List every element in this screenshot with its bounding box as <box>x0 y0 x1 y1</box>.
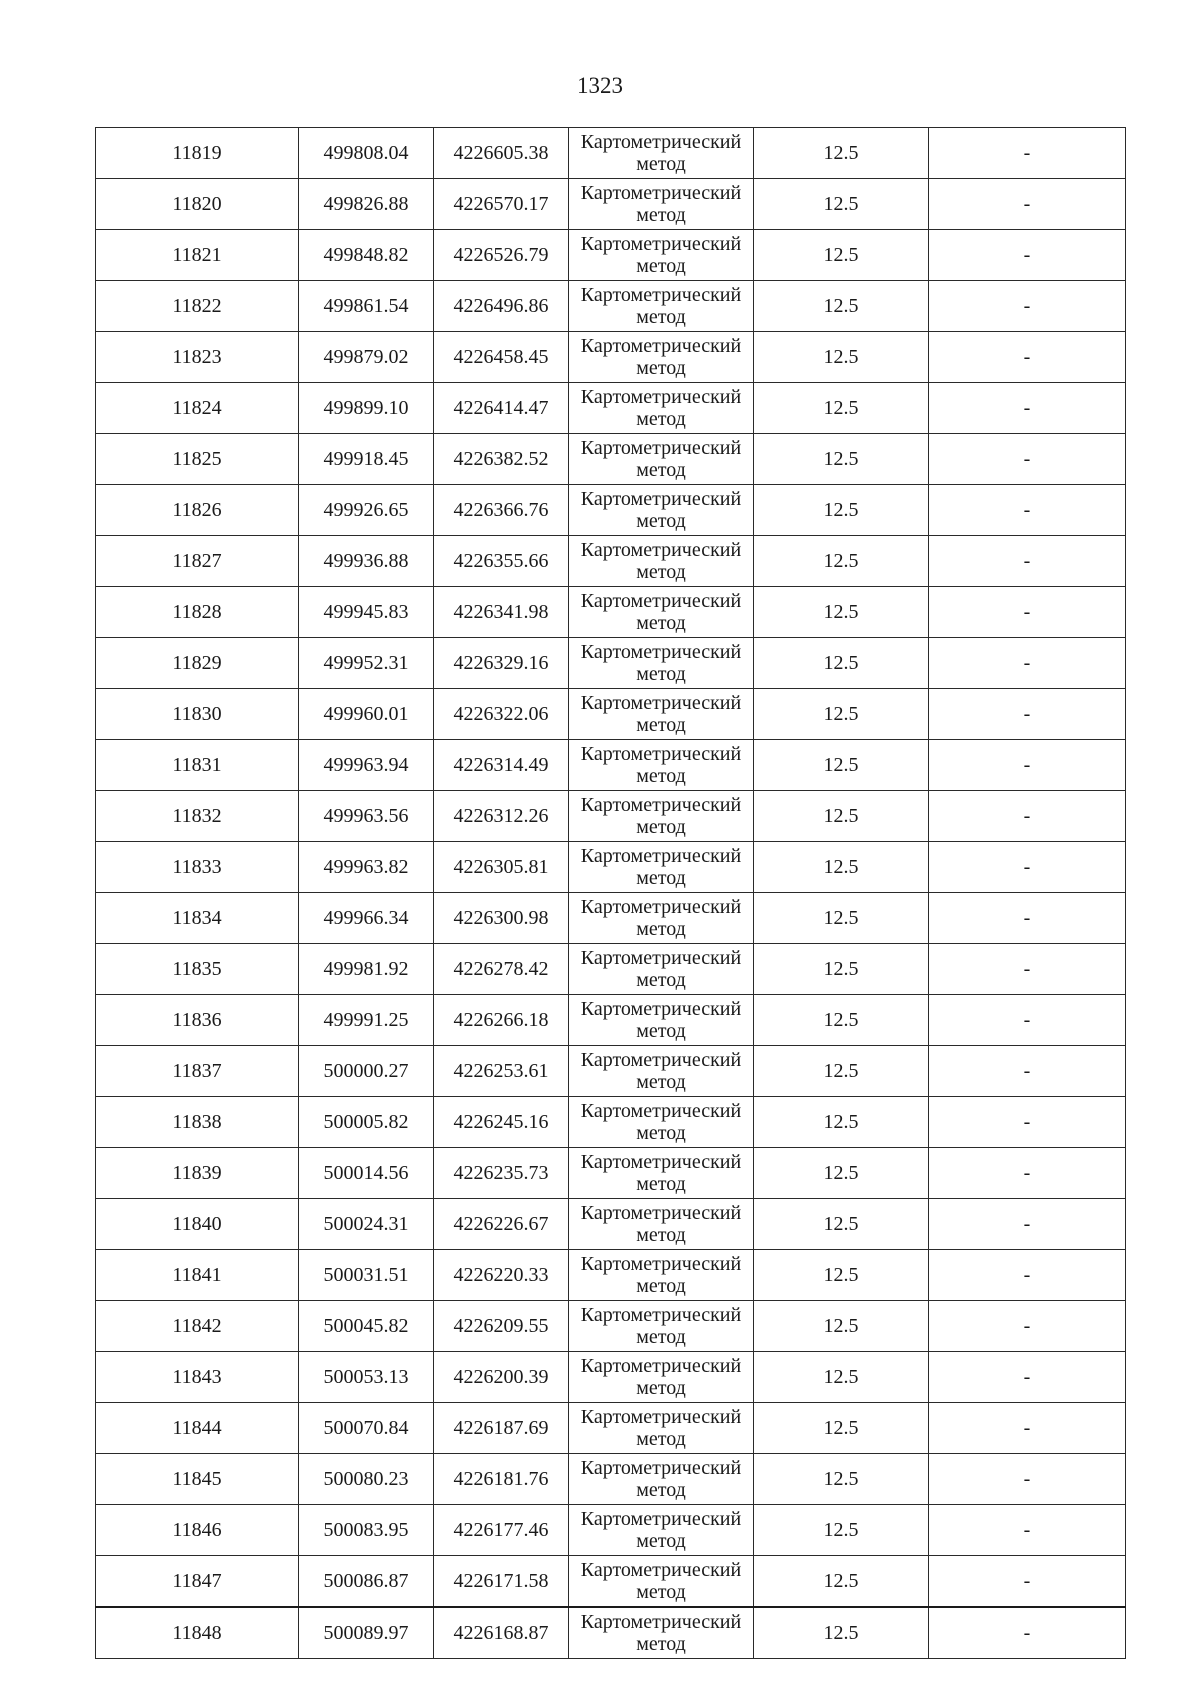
note-cell: - <box>929 944 1126 995</box>
table-row <box>96 740 1126 791</box>
x-coordinate-cell: 499861.54 <box>299 281 434 332</box>
precision-cell: 12.5 <box>754 1556 929 1608</box>
method-cell <box>569 638 754 689</box>
y-coordinate-cell: 4226209.55 <box>434 1301 569 1352</box>
page-number: 1323 <box>577 73 623 98</box>
precision-cell: 12.5 <box>754 842 929 893</box>
y-coordinate-cell: 4226226.67 <box>434 1199 569 1250</box>
point-number-cell: 11834 <box>96 893 299 944</box>
method-line-1: Картометрический <box>580 1611 742 1633</box>
y-coordinate-cell: 4226382.52 <box>434 434 569 485</box>
y-coordinate-cell: 4226266.18 <box>434 995 569 1046</box>
method-line-1: Картометрический <box>580 1559 742 1581</box>
method-line-1: Картометрический <box>580 1049 742 1071</box>
precision-cell: 12.5 <box>754 485 929 536</box>
method-line-2: метод <box>636 357 686 379</box>
method-line-1: Картометрический <box>580 947 742 969</box>
method-cell <box>569 434 754 485</box>
note-cell: - <box>929 536 1126 587</box>
x-coordinate-cell: 500080.23 <box>299 1454 434 1505</box>
y-coordinate-cell: 4226171.58 <box>434 1556 569 1608</box>
precision-cell: 12.5 <box>754 281 929 332</box>
method-line-1: Картометрический <box>580 437 742 459</box>
precision-cell: 12.5 <box>754 587 929 638</box>
method-cell <box>569 230 754 281</box>
table-row <box>96 1607 1126 1659</box>
method-cell <box>569 1505 754 1556</box>
table-row <box>96 944 1126 995</box>
method-cell <box>569 536 754 587</box>
precision-cell: 12.5 <box>754 791 929 842</box>
point-number-cell: 11839 <box>96 1148 299 1199</box>
method-line-1: Картометрический <box>580 641 742 663</box>
note-cell: - <box>929 1301 1126 1352</box>
note-cell: - <box>929 791 1126 842</box>
method-line-2: метод <box>636 1530 686 1552</box>
note-cell: - <box>929 1097 1126 1148</box>
table-row <box>96 1199 1126 1250</box>
note-cell: - <box>929 638 1126 689</box>
method-cell <box>569 1454 754 1505</box>
point-number-cell: 11848 <box>96 1607 299 1659</box>
note-cell: - <box>929 1403 1126 1454</box>
point-number-cell: 11847 <box>96 1556 299 1608</box>
method-line-2: метод <box>636 867 686 889</box>
method-cell <box>569 128 754 179</box>
method-line-2: метод <box>636 1479 686 1501</box>
method-line-1: Картометрический <box>580 182 742 204</box>
method-line-1: Картометрический <box>580 1202 742 1224</box>
point-number-cell: 11827 <box>96 536 299 587</box>
method-line-1: Картометрический <box>580 794 742 816</box>
table-row <box>96 893 1126 944</box>
table-row <box>96 638 1126 689</box>
point-number-cell: 11837 <box>96 1046 299 1097</box>
table-row <box>96 587 1126 638</box>
method-line-1: Картометрический <box>580 488 742 510</box>
method-cell <box>569 1301 754 1352</box>
method-line-1: Картометрический <box>580 1406 742 1428</box>
precision-cell: 12.5 <box>754 1250 929 1301</box>
note-cell: - <box>929 230 1126 281</box>
precision-cell: 12.5 <box>754 1097 929 1148</box>
method-line-2: метод <box>636 714 686 736</box>
y-coordinate-cell: 4226181.76 <box>434 1454 569 1505</box>
table-row <box>96 1250 1126 1301</box>
y-coordinate-cell: 4226314.49 <box>434 740 569 791</box>
point-number-cell: 11821 <box>96 230 299 281</box>
table-row <box>96 434 1126 485</box>
x-coordinate-cell: 499991.25 <box>299 995 434 1046</box>
y-coordinate-cell: 4226235.73 <box>434 1148 569 1199</box>
table-row <box>96 1556 1126 1608</box>
x-coordinate-cell: 499826.88 <box>299 179 434 230</box>
table-row <box>96 1454 1126 1505</box>
y-coordinate-cell: 4226414.47 <box>434 383 569 434</box>
method-line-1: Картометрический <box>580 1304 742 1326</box>
x-coordinate-cell: 500000.27 <box>299 1046 434 1097</box>
method-line-1: Картометрический <box>580 284 742 306</box>
x-coordinate-cell: 499848.82 <box>299 230 434 281</box>
precision-cell: 12.5 <box>754 1199 929 1250</box>
method-cell <box>569 1046 754 1097</box>
method-cell <box>569 791 754 842</box>
method-line-2: метод <box>636 816 686 838</box>
table-row <box>96 383 1126 434</box>
x-coordinate-cell: 499926.65 <box>299 485 434 536</box>
precision-cell: 12.5 <box>754 1301 929 1352</box>
method-line-1: Картометрический <box>580 131 742 153</box>
y-coordinate-cell: 4226322.06 <box>434 689 569 740</box>
method-line-2: метод <box>636 1275 686 1297</box>
method-line-1: Картометрический <box>580 896 742 918</box>
y-coordinate-cell: 4226526.79 <box>434 230 569 281</box>
method-line-2: метод <box>636 408 686 430</box>
precision-cell: 12.5 <box>754 536 929 587</box>
y-coordinate-cell: 4226200.39 <box>434 1352 569 1403</box>
x-coordinate-cell: 500070.84 <box>299 1403 434 1454</box>
point-number-cell: 11833 <box>96 842 299 893</box>
method-line-2: метод <box>636 1173 686 1195</box>
note-cell: - <box>929 842 1126 893</box>
method-line-2: метод <box>636 204 686 226</box>
table-row <box>96 230 1126 281</box>
method-line-1: Картометрический <box>580 590 742 612</box>
precision-cell: 12.5 <box>754 740 929 791</box>
y-coordinate-cell: 4226605.38 <box>434 128 569 179</box>
precision-cell: 12.5 <box>754 128 929 179</box>
x-coordinate-cell: 500083.95 <box>299 1505 434 1556</box>
method-cell <box>569 179 754 230</box>
method-line-1: Картометрический <box>580 692 742 714</box>
note-cell: - <box>929 1148 1126 1199</box>
table-row <box>96 1403 1126 1454</box>
table-row <box>96 1301 1126 1352</box>
y-coordinate-cell: 4226355.66 <box>434 536 569 587</box>
method-cell <box>569 1250 754 1301</box>
point-number-cell: 11820 <box>96 179 299 230</box>
method-line-2: метод <box>636 1428 686 1450</box>
x-coordinate-cell: 499960.01 <box>299 689 434 740</box>
note-cell: - <box>929 1046 1126 1097</box>
point-number-cell: 11831 <box>96 740 299 791</box>
note-cell: - <box>929 1505 1126 1556</box>
method-line-2: метод <box>636 765 686 787</box>
method-cell <box>569 281 754 332</box>
table-row <box>96 995 1126 1046</box>
table-row <box>96 1148 1126 1199</box>
point-number-cell: 11841 <box>96 1250 299 1301</box>
point-number-cell: 11843 <box>96 1352 299 1403</box>
x-coordinate-cell: 500089.97 <box>299 1607 434 1659</box>
method-line-2: метод <box>636 510 686 532</box>
y-coordinate-cell: 4226570.17 <box>434 179 569 230</box>
note-cell: - <box>929 128 1126 179</box>
y-coordinate-cell: 4226341.98 <box>434 587 569 638</box>
y-coordinate-cell: 4226220.33 <box>434 1250 569 1301</box>
precision-cell: 12.5 <box>754 1454 929 1505</box>
method-cell <box>569 1403 754 1454</box>
method-cell <box>569 332 754 383</box>
precision-cell: 12.5 <box>754 893 929 944</box>
x-coordinate-cell: 499963.82 <box>299 842 434 893</box>
table-row <box>96 179 1126 230</box>
method-cell <box>569 740 754 791</box>
method-cell <box>569 893 754 944</box>
y-coordinate-cell: 4226300.98 <box>434 893 569 944</box>
precision-cell: 12.5 <box>754 1148 929 1199</box>
table-row <box>96 128 1126 179</box>
y-coordinate-cell: 4226187.69 <box>434 1403 569 1454</box>
method-cell <box>569 383 754 434</box>
note-cell: - <box>929 689 1126 740</box>
table-body <box>96 128 1126 1659</box>
method-cell <box>569 1607 754 1659</box>
method-line-2: метод <box>636 1224 686 1246</box>
method-cell <box>569 1556 754 1608</box>
method-line-2: метод <box>636 1122 686 1144</box>
precision-cell: 12.5 <box>754 230 929 281</box>
note-cell: - <box>929 893 1126 944</box>
y-coordinate-cell: 4226253.61 <box>434 1046 569 1097</box>
method-line-2: метод <box>636 1020 686 1042</box>
note-cell: - <box>929 740 1126 791</box>
point-number-cell: 11822 <box>96 281 299 332</box>
precision-cell: 12.5 <box>754 995 929 1046</box>
table-row <box>96 791 1126 842</box>
note-cell: - <box>929 332 1126 383</box>
method-cell <box>569 1097 754 1148</box>
method-cell <box>569 485 754 536</box>
method-cell <box>569 842 754 893</box>
method-line-1: Картометрический <box>580 1508 742 1530</box>
note-cell: - <box>929 1556 1126 1608</box>
note-cell: - <box>929 1454 1126 1505</box>
y-coordinate-cell: 4226366.76 <box>434 485 569 536</box>
precision-cell: 12.5 <box>754 1403 929 1454</box>
point-number-cell: 11828 <box>96 587 299 638</box>
point-number-cell: 11844 <box>96 1403 299 1454</box>
note-cell: - <box>929 1607 1126 1659</box>
method-line-1: Картометрический <box>580 845 742 867</box>
point-number-cell: 11826 <box>96 485 299 536</box>
method-cell <box>569 1148 754 1199</box>
y-coordinate-cell: 4226312.26 <box>434 791 569 842</box>
x-coordinate-cell: 500005.82 <box>299 1097 434 1148</box>
method-line-2: метод <box>636 561 686 583</box>
method-line-1: Картометрический <box>580 1151 742 1173</box>
x-coordinate-cell: 499945.83 <box>299 587 434 638</box>
point-number-cell: 11840 <box>96 1199 299 1250</box>
x-coordinate-cell: 499963.94 <box>299 740 434 791</box>
y-coordinate-cell: 4226458.45 <box>434 332 569 383</box>
point-number-cell: 11838 <box>96 1097 299 1148</box>
method-cell <box>569 689 754 740</box>
method-line-1: Картометрический <box>580 233 742 255</box>
table-row <box>96 332 1126 383</box>
note-cell: - <box>929 179 1126 230</box>
method-line-1: Картометрический <box>580 1457 742 1479</box>
method-cell <box>569 1199 754 1250</box>
table-row <box>96 485 1126 536</box>
precision-cell: 12.5 <box>754 383 929 434</box>
table-row <box>96 1046 1126 1097</box>
x-coordinate-cell: 500024.31 <box>299 1199 434 1250</box>
method-line-2: метод <box>636 1633 686 1655</box>
x-coordinate-cell: 500053.13 <box>299 1352 434 1403</box>
method-line-2: метод <box>636 1377 686 1399</box>
y-coordinate-cell: 4226329.16 <box>434 638 569 689</box>
point-number-cell: 11823 <box>96 332 299 383</box>
method-line-1: Картометрический <box>580 998 742 1020</box>
method-cell <box>569 944 754 995</box>
note-cell: - <box>929 587 1126 638</box>
note-cell: - <box>929 383 1126 434</box>
method-line-2: метод <box>636 969 686 991</box>
y-coordinate-cell: 4226496.86 <box>434 281 569 332</box>
precision-cell: 12.5 <box>754 332 929 383</box>
y-coordinate-cell: 4226278.42 <box>434 944 569 995</box>
note-cell: - <box>929 485 1126 536</box>
x-coordinate-cell: 499808.04 <box>299 128 434 179</box>
point-number-cell: 11836 <box>96 995 299 1046</box>
point-number-cell: 11824 <box>96 383 299 434</box>
method-line-2: метод <box>636 255 686 277</box>
point-number-cell: 11842 <box>96 1301 299 1352</box>
y-coordinate-cell: 4226168.87 <box>434 1607 569 1659</box>
point-number-cell: 11846 <box>96 1505 299 1556</box>
table-row <box>96 1097 1126 1148</box>
method-line-1: Картометрический <box>580 1355 742 1377</box>
method-cell <box>569 587 754 638</box>
note-cell: - <box>929 995 1126 1046</box>
method-line-1: Картометрический <box>580 1253 742 1275</box>
table-row <box>96 689 1126 740</box>
precision-cell: 12.5 <box>754 944 929 995</box>
y-coordinate-cell: 4226245.16 <box>434 1097 569 1148</box>
precision-cell: 12.5 <box>754 1607 929 1659</box>
x-coordinate-cell: 499899.10 <box>299 383 434 434</box>
x-coordinate-cell: 500045.82 <box>299 1301 434 1352</box>
precision-cell: 12.5 <box>754 1352 929 1403</box>
x-coordinate-cell: 499918.45 <box>299 434 434 485</box>
table-row <box>96 281 1126 332</box>
method-line-2: метод <box>636 306 686 328</box>
method-line-2: метод <box>636 612 686 634</box>
y-coordinate-cell: 4226177.46 <box>434 1505 569 1556</box>
method-line-2: метод <box>636 153 686 175</box>
point-number-cell: 11835 <box>96 944 299 995</box>
method-line-1: Картометрический <box>580 1100 742 1122</box>
point-number-cell: 11819 <box>96 128 299 179</box>
table-row <box>96 1505 1126 1556</box>
table-row <box>96 1352 1126 1403</box>
method-line-1: Картометрический <box>580 539 742 561</box>
x-coordinate-cell: 500031.51 <box>299 1250 434 1301</box>
x-coordinate-cell: 499963.56 <box>299 791 434 842</box>
point-number-cell: 11825 <box>96 434 299 485</box>
precision-cell: 12.5 <box>754 179 929 230</box>
method-line-2: метод <box>636 1326 686 1348</box>
precision-cell: 12.5 <box>754 1505 929 1556</box>
x-coordinate-cell: 500014.56 <box>299 1148 434 1199</box>
method-line-2: метод <box>636 1581 686 1603</box>
method-line-1: Картометрический <box>580 743 742 765</box>
point-number-cell: 11832 <box>96 791 299 842</box>
table-row <box>96 842 1126 893</box>
x-coordinate-cell: 499879.02 <box>299 332 434 383</box>
coordinates-table <box>95 127 1126 1659</box>
precision-cell: 12.5 <box>754 1046 929 1097</box>
note-cell: - <box>929 1199 1126 1250</box>
point-number-cell: 11830 <box>96 689 299 740</box>
method-line-1: Картометрический <box>580 335 742 357</box>
x-coordinate-cell: 499966.34 <box>299 893 434 944</box>
method-line-2: метод <box>636 663 686 685</box>
point-number-cell: 11829 <box>96 638 299 689</box>
precision-cell: 12.5 <box>754 434 929 485</box>
method-line-2: метод <box>636 918 686 940</box>
method-cell <box>569 1352 754 1403</box>
y-coordinate-cell: 4226305.81 <box>434 842 569 893</box>
precision-cell: 12.5 <box>754 689 929 740</box>
x-coordinate-cell: 499936.88 <box>299 536 434 587</box>
precision-cell: 12.5 <box>754 638 929 689</box>
x-coordinate-cell: 499981.92 <box>299 944 434 995</box>
note-cell: - <box>929 281 1126 332</box>
table-row <box>96 536 1126 587</box>
note-cell: - <box>929 1352 1126 1403</box>
method-line-2: метод <box>636 459 686 481</box>
x-coordinate-cell: 500086.87 <box>299 1556 434 1608</box>
point-number-cell: 11845 <box>96 1454 299 1505</box>
method-cell <box>569 995 754 1046</box>
method-line-2: метод <box>636 1071 686 1093</box>
note-cell: - <box>929 434 1126 485</box>
x-coordinate-cell: 499952.31 <box>299 638 434 689</box>
note-cell: - <box>929 1250 1126 1301</box>
method-line-1: Картометрический <box>580 386 742 408</box>
